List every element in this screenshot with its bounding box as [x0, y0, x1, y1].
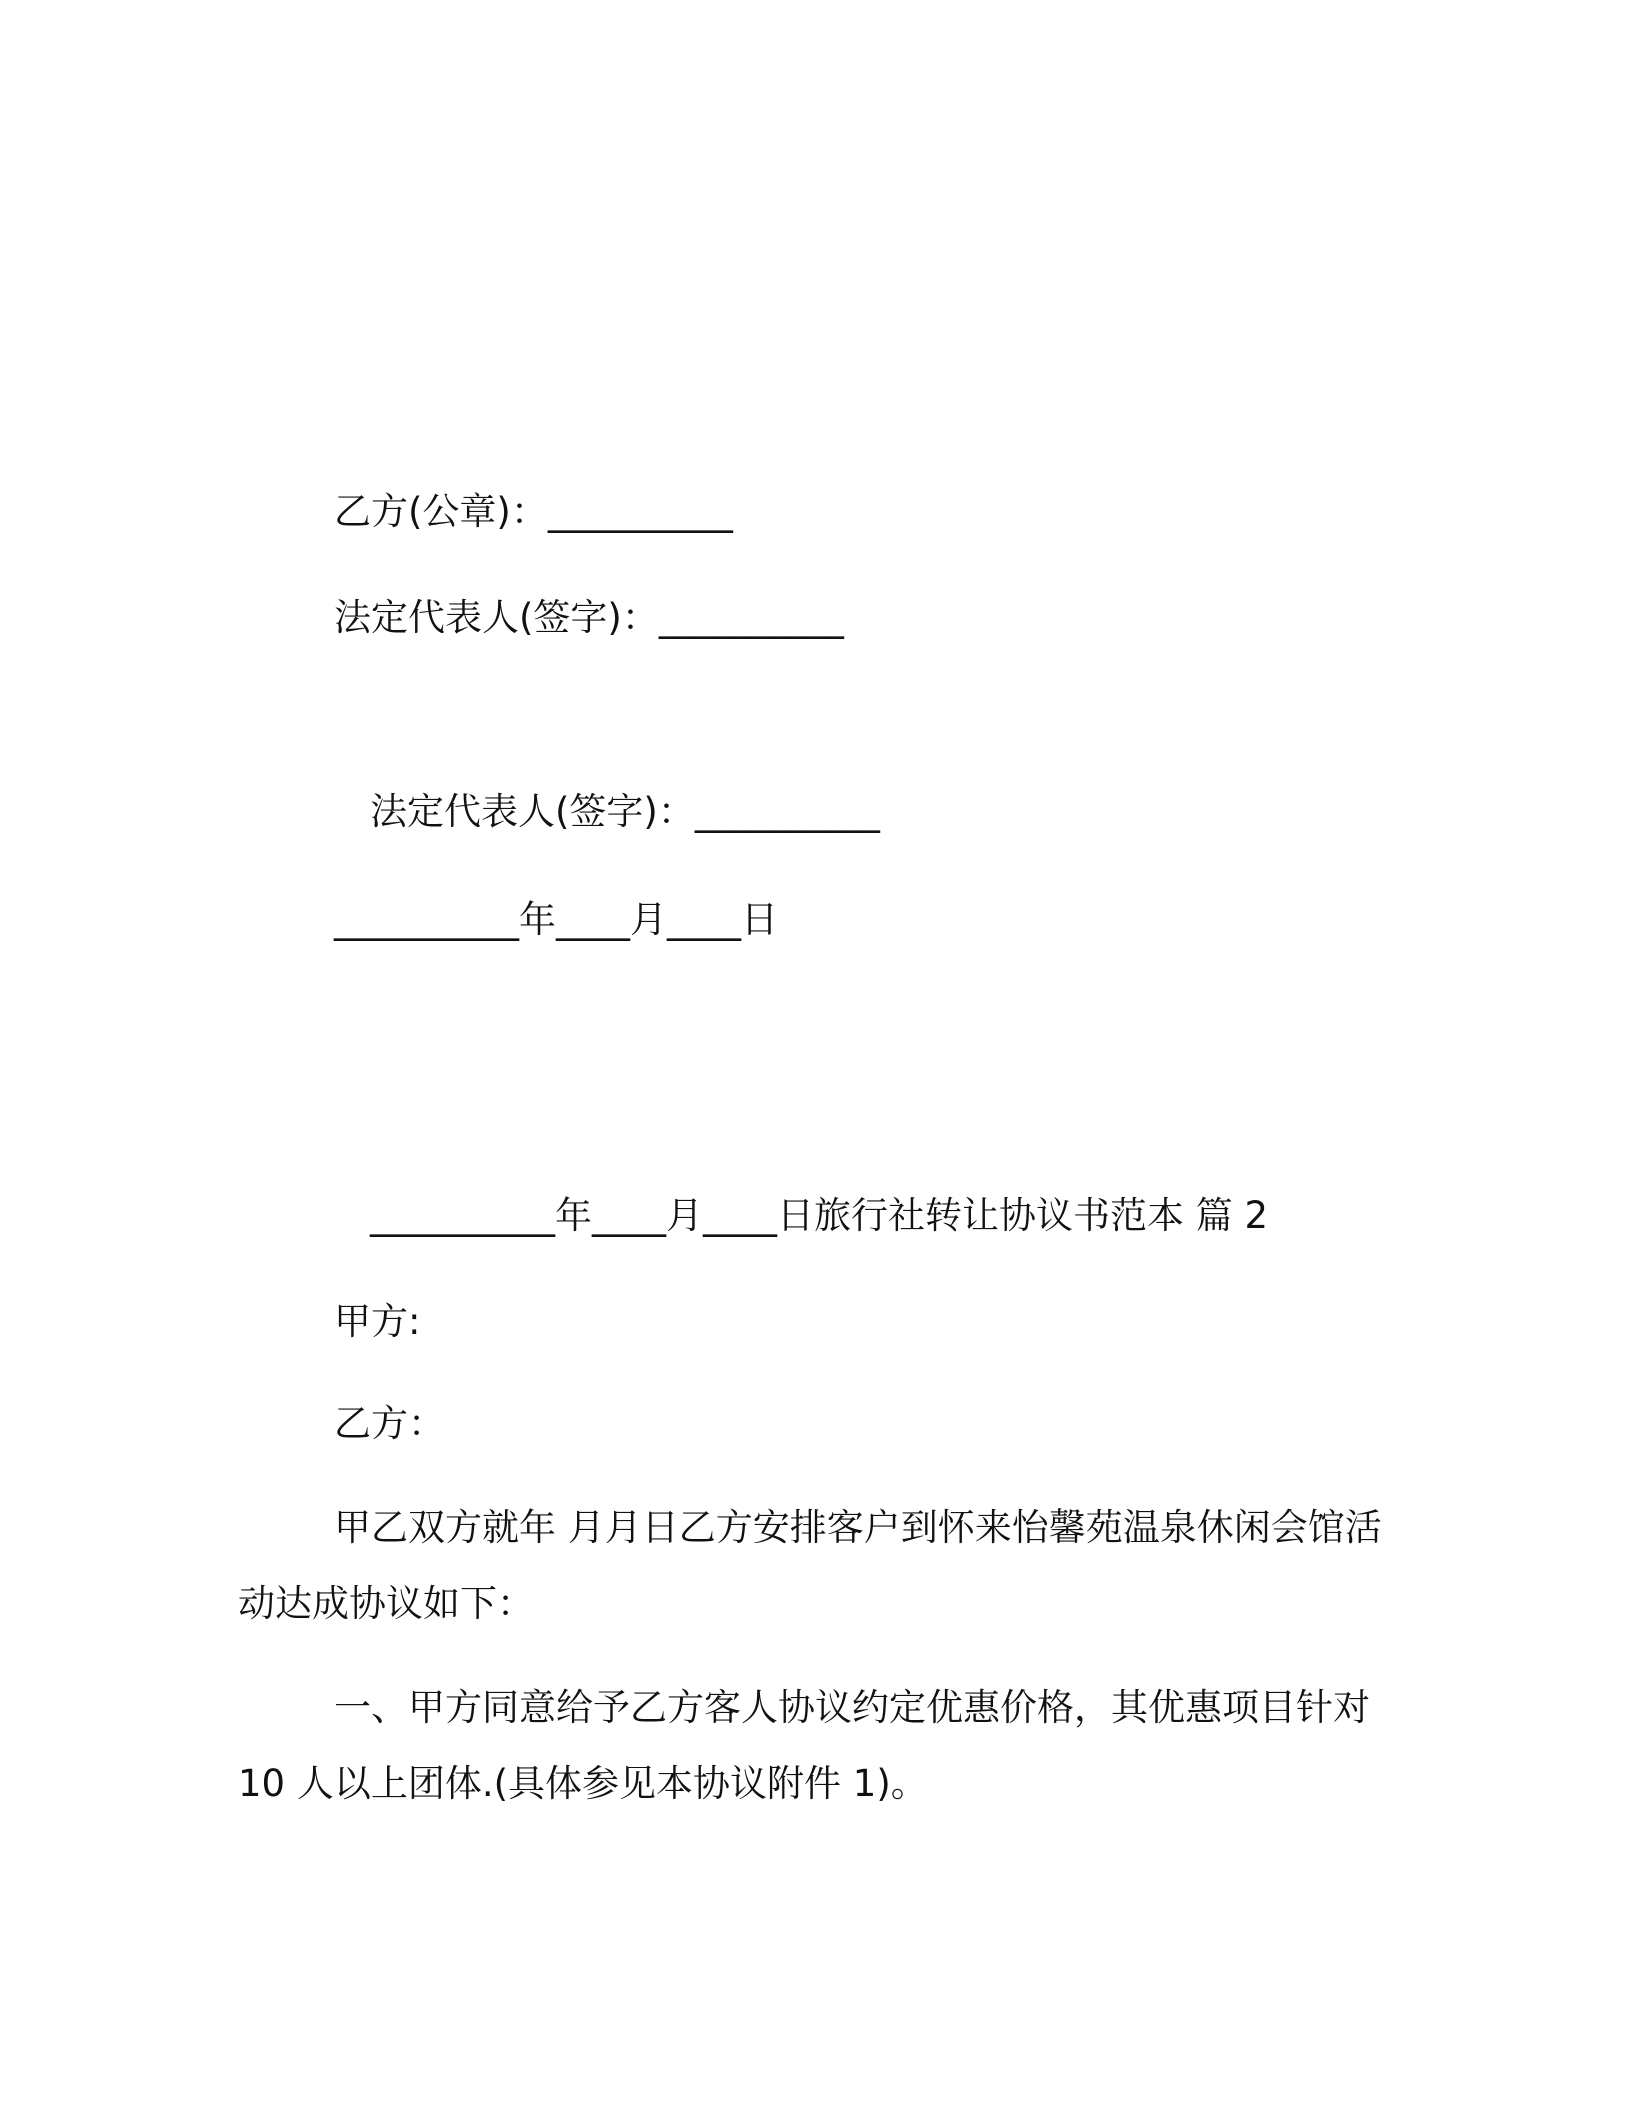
party-b-seal-line: 乙方(公章)：__________ — [334, 490, 733, 533]
section-heading: __________年____月____日旅行社转让协议书范本 篇 2 — [370, 1194, 1269, 1237]
clause-1-line-1: 一、甲方同意给予乙方客人协议约定优惠价格，其优惠项目针对 — [334, 1686, 1370, 1729]
legal-representative-line-2: 法定代表人(签字)：__________ — [370, 790, 880, 833]
intro-paragraph-line-2: 动达成协议如下： — [238, 1582, 534, 1625]
date-line: __________年____月____日 — [334, 898, 778, 941]
party-a-label: 甲方: — [334, 1300, 421, 1343]
legal-representative-line: 法定代表人(签字)：__________ — [334, 596, 844, 639]
intro-paragraph-line-1: 甲乙双方就年 月月日乙方安排客户到怀来怡馨苑温泉休闲会馆活 — [334, 1506, 1382, 1549]
party-b-label: 乙方： — [334, 1402, 445, 1445]
clause-1-line-2: 10 人以上团体.(具体参见本协议附件 1)。 — [238, 1762, 928, 1805]
